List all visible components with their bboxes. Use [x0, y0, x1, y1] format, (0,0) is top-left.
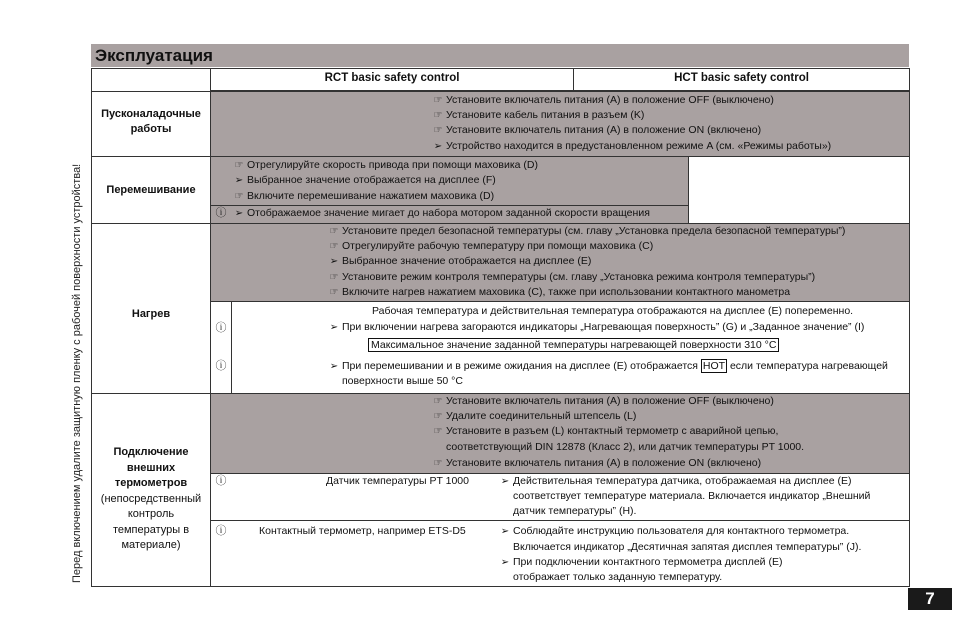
hand-pointer-icon: ☞: [329, 241, 339, 252]
section-label-heating: Нагрев: [131, 308, 171, 320]
external-line: ☞ Установите в разъем (L) контактный термометр с аварийной цепью,: [430, 424, 778, 439]
heating-hot-line-2: поверхности выше 50 °C: [342, 375, 463, 387]
arrow-icon: ➢: [234, 208, 244, 219]
info-icon: ⓘ: [215, 360, 227, 372]
hand-pointer-icon: ☞: [433, 125, 443, 136]
stirring-line: ➢ Выбранное значение отображается на дисплее (F): [231, 173, 496, 188]
arrow-icon: ➢: [234, 175, 244, 186]
hand-pointer-icon: ☞: [433, 426, 443, 437]
arrow-icon: ➢: [329, 361, 339, 372]
arrow-icon: ➢: [500, 526, 510, 537]
contact-note: ➢ Соблюдайте инструкцию пользователя для контактного термометра.: [497, 524, 849, 539]
hand-pointer-icon: ☞: [433, 110, 443, 121]
heating-info-line: ➢ При включении нагрева загораются индикаторы „Нагревающая поверхность” (G) и „Заданное значение” (I): [326, 320, 864, 335]
column-header-rct: RCT basic safety control: [324, 72, 460, 84]
hot-indicator: HOT: [702, 360, 726, 372]
section-label-external: Подключение внешних термометров (непосредственный контроль температуры в материале): [100, 446, 202, 551]
column-header-hct: HCT basic safety control: [674, 72, 809, 84]
arrow-icon: ➢: [500, 476, 510, 487]
external-line: ☞ Установите включатель питания (A) в положение OFF (выключено): [430, 394, 774, 409]
heating-line: ☞ Включите нагрев нажатием маховика (C), также при использовании контактного манометра: [326, 285, 790, 300]
hand-pointer-icon: ☞: [329, 272, 339, 283]
arrow-icon: ➢: [500, 557, 510, 568]
commissioning-line: ➢ Устройство находится в предустановленном режиме A (см. «Режимы работы»): [430, 139, 831, 154]
contact-note: Включается индикатор „Десятичная запятая дисплея температуры” (J).: [513, 541, 862, 553]
heating-hot-line: ➢ При перемешивании и в режиме ожидания на дисплее (E) отображается HOT если температура нагревающей: [326, 359, 888, 374]
external-line: ☞ Установите включатель питания (A) в положение ON (включено): [430, 456, 761, 471]
sensor-name: Датчик температуры PT 1000: [326, 475, 469, 487]
hand-pointer-icon: ☞: [234, 191, 244, 202]
info-icon: ⓘ: [215, 525, 227, 537]
page-number: 7: [908, 588, 952, 610]
commissioning-line: ☞ Установите включатель питания (A) в положение OFF (выключено): [430, 93, 774, 108]
hand-pointer-icon: ☞: [234, 160, 244, 171]
sensor-note: соответствует температуре материала. Включается индикатор „Внешний: [513, 490, 871, 502]
contact-note: ➢ При подключении контактного термометра дисплей (E): [497, 555, 782, 570]
commissioning-line: ☞ Установите включатель питания (A) в положение ON (включено): [430, 123, 761, 138]
sensor-note: ➢ Действительная температура датчика, отображаемая на дисплее (E): [497, 474, 852, 489]
contact-name: Контактный термометр, например ETS-D5: [259, 525, 466, 537]
page-title: Эксплуатация: [91, 44, 909, 67]
stirring-line: ☞ Включите перемешивание нажатием маховика (D): [231, 189, 494, 204]
heating-line: ☞ Отрегулируйте рабочую температуру при помощи маховика (C): [326, 239, 653, 254]
info-icon: ⓘ: [215, 322, 227, 334]
info-icon: ⓘ: [215, 475, 227, 487]
side-note: Перед включением удалите защитную пленку с рабочей поверхности устройства!: [71, 163, 83, 583]
hand-pointer-icon: ☞: [433, 458, 443, 469]
info-icon: ⓘ: [215, 207, 227, 219]
stirring-line: ☞ Отрегулируйте скорость привода при помощи маховика (D): [231, 158, 538, 173]
section-label-commissioning: Пусконаладочные работы: [101, 108, 201, 135]
external-line: ☞ Удалите соединительный штепсель (L): [430, 409, 636, 424]
section-label-stirring: Перемешивание: [106, 184, 196, 196]
hand-pointer-icon: ☞: [433, 411, 443, 422]
external-line: соответствующий DIN 12878 (Класс 2), или датчик температуры PT 1000.: [446, 441, 805, 453]
hand-pointer-icon: ☞: [433, 95, 443, 106]
heating-line: ☞ Установите режим контроля температуры (см. главу „Установка режима контроля температуры”): [326, 270, 815, 285]
arrow-icon: ➢: [329, 256, 339, 267]
heating-line: ➢ Выбранное значение отображается на дисплее (E): [326, 254, 591, 269]
commissioning-line: ☞ Установите кабель питания в разъем (K): [430, 108, 644, 123]
arrow-icon: ➢: [433, 141, 443, 152]
hand-pointer-icon: ☞: [433, 396, 443, 407]
contact-note: отображает только заданную температуру.: [513, 571, 723, 583]
heating-line: ☞ Установите предел безопасной температуры (см. главу „Установка предела безопасной температуры”): [326, 224, 845, 239]
arrow-icon: ➢: [329, 322, 339, 333]
hand-pointer-icon: ☞: [329, 287, 339, 298]
hand-pointer-icon: ☞: [329, 226, 339, 237]
stirring-info-line: ➢ Отображаемое значение мигает до набора мотором заданной скорости вращения: [231, 206, 650, 221]
sensor-note: датчик температуры” (H).: [513, 505, 637, 517]
heating-max-temp-note: Максимальное значение заданной температуры нагревающей поверхности 310 °C: [368, 338, 779, 353]
heating-info-line: Рабочая температура и действительная температура отображаются на дисплее (E) попеременно.: [372, 305, 854, 317]
